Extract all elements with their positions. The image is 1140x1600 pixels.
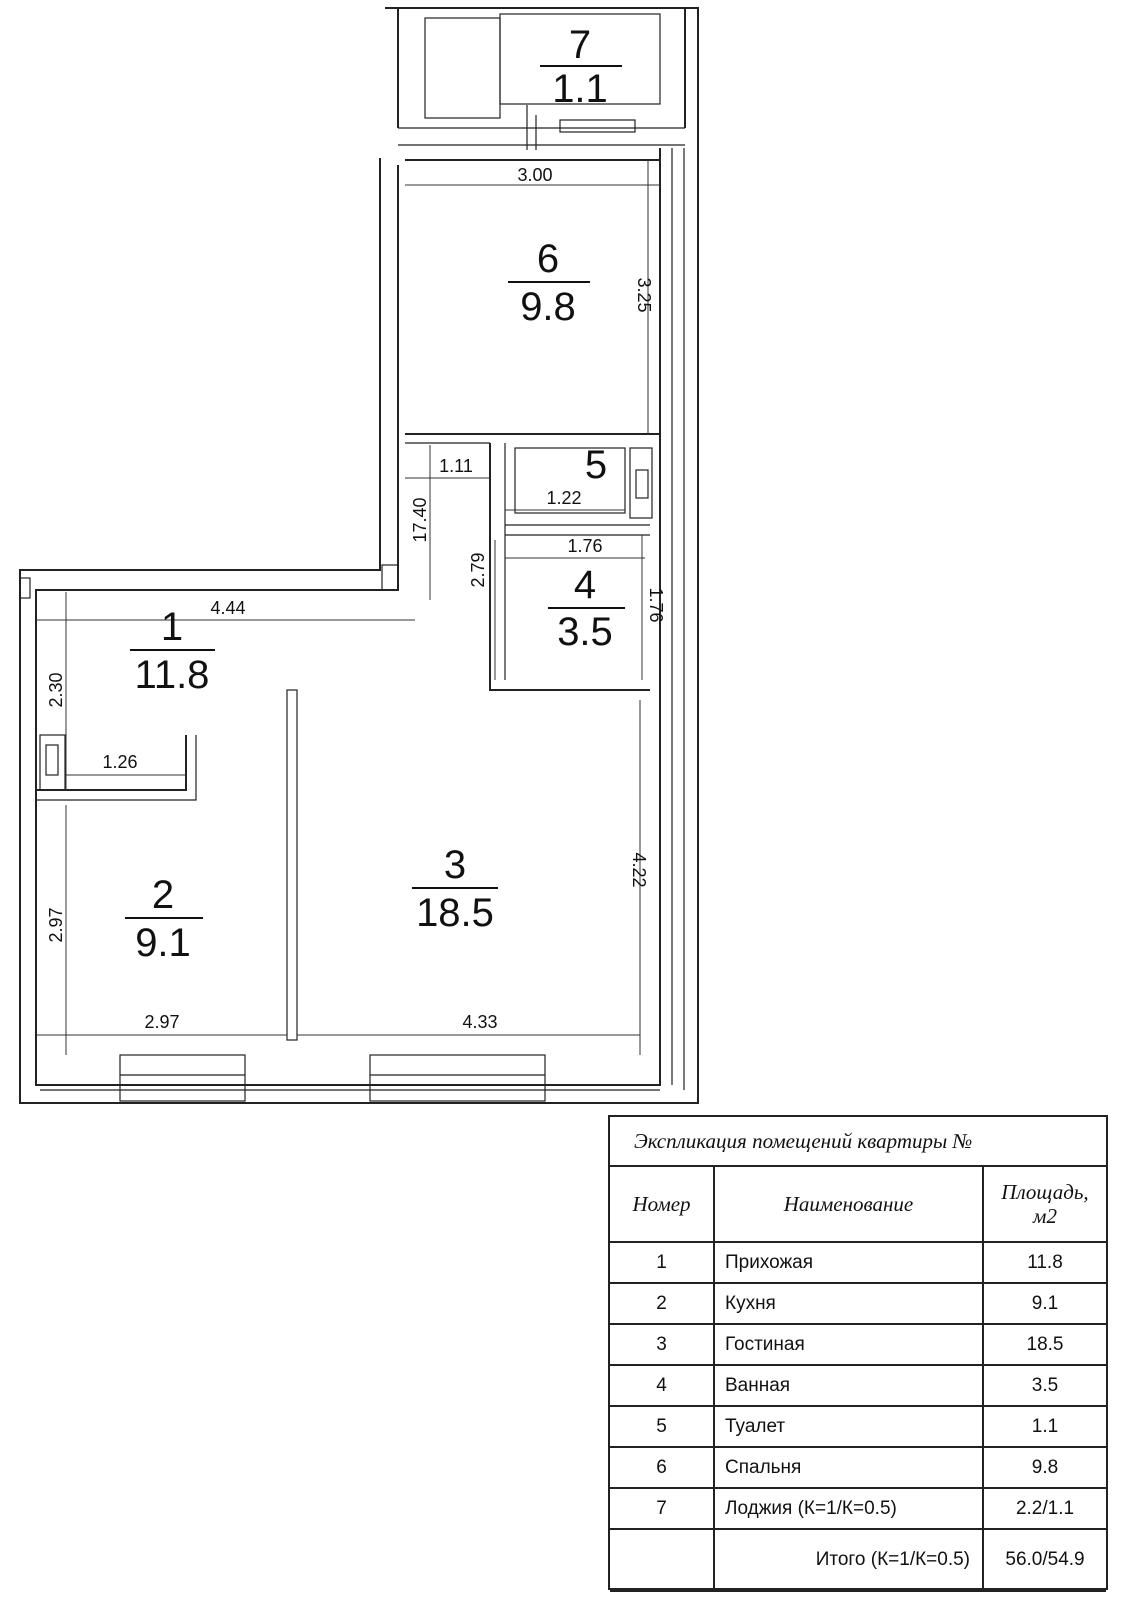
table-row (610, 1488, 1106, 1529)
room-6-number: 6 (536, 237, 560, 281)
room-label-2 (125, 873, 203, 965)
table-row (610, 1406, 1106, 1447)
room-2-area: 9.1 (135, 921, 191, 965)
explication-grid (610, 1167, 1106, 1592)
room-1-area: 11.8 (134, 653, 210, 697)
room-7-number: 7 (568, 23, 592, 67)
row-name: Кухня (714, 1283, 983, 1324)
room-explication-table (608, 1115, 1108, 1590)
dim-toilet-width: 1.22 (546, 488, 582, 508)
row-number: 1 (610, 1242, 714, 1283)
header-area-line2: м2 (1033, 1204, 1057, 1228)
row-name: Спальня (714, 1447, 983, 1488)
dim-corridor-length: 17.40 (410, 497, 430, 543)
table-row (610, 1324, 1106, 1365)
dim-bedroom-length: 3.25 (634, 277, 654, 313)
dim-living-width: 4.33 (462, 1012, 498, 1032)
room-1-number: 1 (160, 605, 184, 649)
dim-bath-block-length: 2.79 (468, 552, 488, 588)
dim-kitchen-width: 2.97 (144, 1012, 180, 1032)
row-number: 2 (610, 1283, 714, 1324)
loggia (398, 14, 685, 150)
room-6-area: 9.8 (520, 285, 576, 329)
dim-bath-length: 1.76 (646, 587, 666, 623)
row-name: Прихожая (714, 1242, 983, 1283)
room-4-area: 3.5 (557, 610, 613, 654)
dim-hall-width: 4.44 (210, 598, 246, 618)
row-number: 6 (610, 1447, 714, 1488)
row-area: 3.5 (983, 1365, 1106, 1406)
row-number: 5 (610, 1406, 714, 1447)
table-title: Экспликация помещений квартиры № (610, 1117, 1106, 1167)
room-label-5 (585, 443, 607, 487)
dim-bedroom-width: 3.00 (517, 165, 553, 185)
row-number: 3 (610, 1324, 714, 1365)
room-label-4 (548, 563, 625, 654)
dim-kitchen-nook: 1.26 (102, 752, 138, 772)
row-name: Ванная (714, 1365, 983, 1406)
total-label: Итого (К=1/К=0.5) (714, 1529, 983, 1591)
row-area: 11.8 (983, 1242, 1106, 1283)
header-area (983, 1167, 1106, 1242)
row-area: 9.1 (983, 1283, 1106, 1324)
room-5-number: 5 (584, 443, 608, 487)
row-name: Гостиная (714, 1324, 983, 1365)
header-number: Номер (610, 1167, 714, 1242)
room-label-6 (508, 237, 590, 329)
room-3-area: 18.5 (416, 891, 494, 935)
total-area: 56.0/54.9 (983, 1529, 1106, 1591)
room-7-area: 1.1 (552, 67, 608, 111)
table-row (610, 1365, 1106, 1406)
dim-bath-width: 1.76 (567, 536, 603, 556)
table-row (610, 1283, 1106, 1324)
row-name: Туалет (714, 1406, 983, 1447)
row-area: 9.8 (983, 1447, 1106, 1488)
dim-corridor-width: 1.11 (439, 456, 473, 476)
table-row (610, 1242, 1106, 1283)
row-area: 2.2/1.1 (983, 1488, 1106, 1529)
row-area: 1.1 (983, 1406, 1106, 1447)
room-label-3 (412, 843, 498, 935)
header-row (610, 1167, 1106, 1242)
dim-living-length: 4.22 (629, 852, 649, 888)
header-area-line1: Площадь, (1001, 1180, 1089, 1204)
row-area: 18.5 (983, 1324, 1106, 1365)
table-row (610, 1447, 1106, 1488)
room-2-number: 2 (151, 873, 175, 917)
row-number: 7 (610, 1488, 714, 1529)
header-name: Наименование (714, 1167, 983, 1242)
dim-kitchen-length: 2.97 (46, 907, 66, 943)
dim-hall-length: 2.30 (46, 672, 66, 708)
room-4-number: 4 (573, 563, 597, 607)
room-3-number: 3 (443, 843, 467, 887)
total-row (610, 1529, 1106, 1591)
total-blank-cell (610, 1529, 714, 1591)
row-name: Лоджия (К=1/К=0.5) (714, 1488, 983, 1529)
room-label-7 (540, 23, 622, 111)
row-number: 4 (610, 1365, 714, 1406)
room-label-1 (130, 605, 215, 697)
